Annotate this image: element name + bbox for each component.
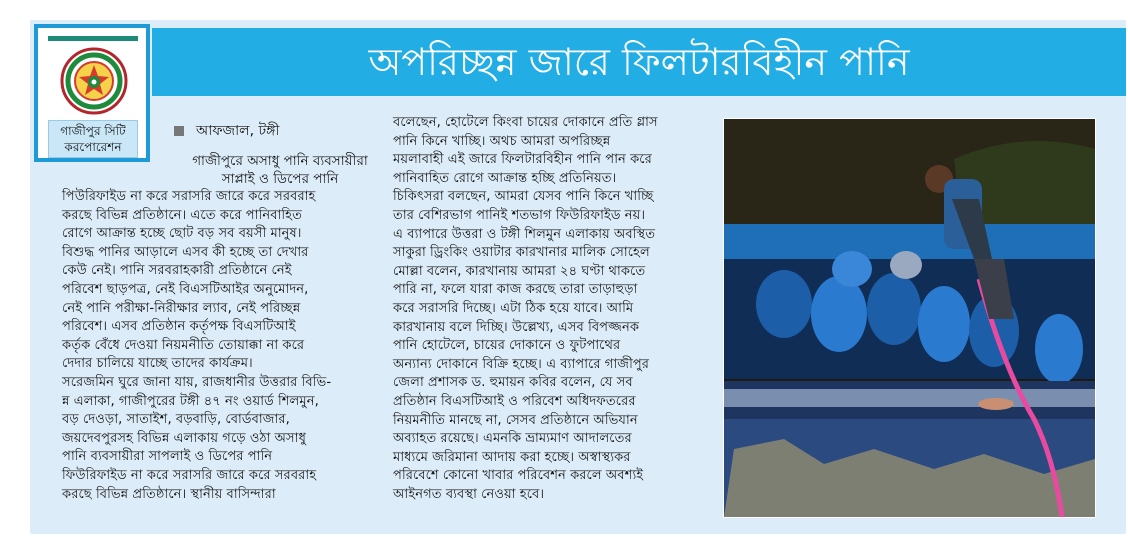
headline: অপরিচ্ছন্ন জারে ফিলটারবিহীন পানি <box>368 40 910 84</box>
logo-topbar <box>48 36 138 41</box>
column-line: জয়দেবপুরসহ বিভিন্ন এলাকায় গড়ে ওঠা অসাধু <box>62 430 306 446</box>
column-line: বড় দেওড়া, সাতাইশ, বড়বাড়ি, বোর্ডবাজার, <box>62 412 290 428</box>
column-line: পানি ব্যবসায়ীরা সাপলাই ও ডিপের পানি <box>62 449 273 465</box>
column-line: পানি হোটেলে, চায়ের দোকানে ও ফুটপাথের <box>393 338 621 354</box>
column-line: পিউরিফাইড না করে সরাসরি জারে করে সরবরাহ <box>62 189 316 204</box>
column-line: মোল্লা বলেন, কারখানায় আমরা ২৪ ঘণ্টা থাকতে <box>393 263 646 279</box>
column-line: প্রতিষ্ঠান বিএসটিআই ও পরিবেশ অধিদফতরের <box>393 393 636 409</box>
column-line: বিশুদ্ধ পানির আড়ালে এসব কী হচ্ছে তা দেখার <box>62 244 309 260</box>
column-line: ন্ন এলাকা, গাজীপুরের টঙ্গী ৪৭ নং ওয়ার্ড শিলমুন, <box>62 393 319 409</box>
city-corporation-seal-icon <box>54 46 134 116</box>
article-column-2 <box>393 114 658 504</box>
column-line: রোগে আক্রান্ত হচ্ছে ছোট বড় সব বয়সী মানুষ। <box>62 226 302 242</box>
logo-name <box>48 120 138 158</box>
subhead-line1: গাজীপুরে অসাধু পানি ব্যবসায়ীরা <box>192 153 368 169</box>
column-line: চিকিৎসরা বলছেন, আমরা যেসব পানি কিনে খাচ্ছি <box>393 189 654 205</box>
water-jars-truck-photo <box>724 119 1095 517</box>
column-line: পানিবাহিত রোগে আক্রান্ত হচ্ছি প্রতিনিয়ত। <box>393 170 617 186</box>
column-line: পানি কিনে খাচ্ছি। অথচ আমরা অপরিচ্ছন্ন <box>393 133 611 149</box>
logo-name-line2: করপোরেশন <box>64 140 122 154</box>
column-line: তার বেশিরভাগ পানিই শতভাগ ফিউরিফাইড নয়। <box>393 207 646 223</box>
column-line: মাধ্যমে জরিমানা আদায় করা হচ্ছে। অস্বাস্থ্যকর <box>393 449 631 465</box>
column-line: কেউ নেই। পানি সরবরাহকারী প্রতিষ্ঠানে নেই <box>62 263 292 279</box>
column-line: পারি না, ফলে যারা কাজ করছে তারা তাড়াহুড়া <box>393 282 638 298</box>
column-line: করছে বিভিন্ন প্রতিষ্ঠানে। স্থানীয় বাসিন্দারা <box>62 486 276 502</box>
logo-name-line1: গাজীপুর সিটি <box>60 124 126 138</box>
byline <box>174 122 279 140</box>
subhead-line2: সাপ্লাই ও ডিপের পানি <box>221 171 339 187</box>
byline-text: আফজাল, টঙ্গী <box>196 123 280 139</box>
subhead <box>170 152 390 188</box>
column-line: দেদার চালিয়ে যাচ্ছে তাদের কার্যক্রম। <box>62 356 253 372</box>
logo-card <box>34 24 150 162</box>
column-line: করছে বিভিন্ন প্রতিষ্ঠানে। এতে করে পানিবাহিত <box>62 207 302 223</box>
column-line: পরিবেশ। এসব প্রতিষ্ঠান কর্তৃপক্ষ বিএসটিআই <box>62 319 296 335</box>
byline-square-icon <box>174 126 184 136</box>
column-line: কারখানায় বলে দিচ্ছি। উল্লেখ্য, এসব বিপজ্জনক <box>393 319 640 335</box>
column-line: অন্যান্য দোকানে বিক্রি হচ্ছে। এ ব্যাপারে গাজীপুর <box>393 356 650 372</box>
column-line: আইনগত ব্যবস্থা নেওয়া হবে। <box>393 486 545 502</box>
article-column-1 <box>62 188 331 504</box>
column-line: কর্তৃক বেঁধে দেওয়া নিয়মনীতি তোয়াক্কা না করে <box>62 337 305 353</box>
column-line: নেই পানি পরীক্ষা-নিরীক্ষার ল্যাব, নেই পরিচ্ছন্ন <box>62 300 301 316</box>
column-line: সাকুরা ড্রিংকিং ওয়াটার কারখানার মালিক সোহেল <box>393 245 650 261</box>
column-line: করে সরাসরি দিচ্ছে। এটা ঠিক হয়ে যাবে। আমি <box>393 300 634 316</box>
column-line: বলেছেন, হোটেলে কিংবা চায়ের দোকানে প্রতি গ্লাস <box>393 115 658 130</box>
column-line: ময়লাবাহী এই জারে ফিলটারবিহীন পানি পান করে <box>393 152 652 168</box>
headline-banner <box>152 28 1126 96</box>
column-line: নিয়মনীতি মানছে না, সেসব প্রতিষ্ঠানে অভিযান <box>393 412 638 428</box>
column-line: এ ব্যাপারে উত্তরা ও টঙ্গী শিলমুন এলাকায় অবস্থিত <box>393 226 656 242</box>
column-line: পরিবেশে কোনো খাবার পরিবেশন করলে অবশ্যই <box>393 468 644 484</box>
column-line: পরিবেশ ছাড়পত্র, নেই বিএসটিআইর অনুমোদন, <box>62 281 309 297</box>
article-photo <box>723 118 1096 518</box>
column-line: জেলা প্রশাসক ড. হুমায়ন কবির বলেন, যে সব <box>393 375 633 391</box>
column-line: সরেজমিন ঘুরে জানা যায়, রাজধানীর উত্তরার বিভি- <box>62 374 332 390</box>
column-line: অব্যাহত রয়েছে। এমনকি ভ্রাম্যমাণ আদালতের <box>393 431 632 447</box>
column-line: ফিউরিফাইড না করে সরাসরি জারে করে সরবরাহ <box>62 467 317 483</box>
